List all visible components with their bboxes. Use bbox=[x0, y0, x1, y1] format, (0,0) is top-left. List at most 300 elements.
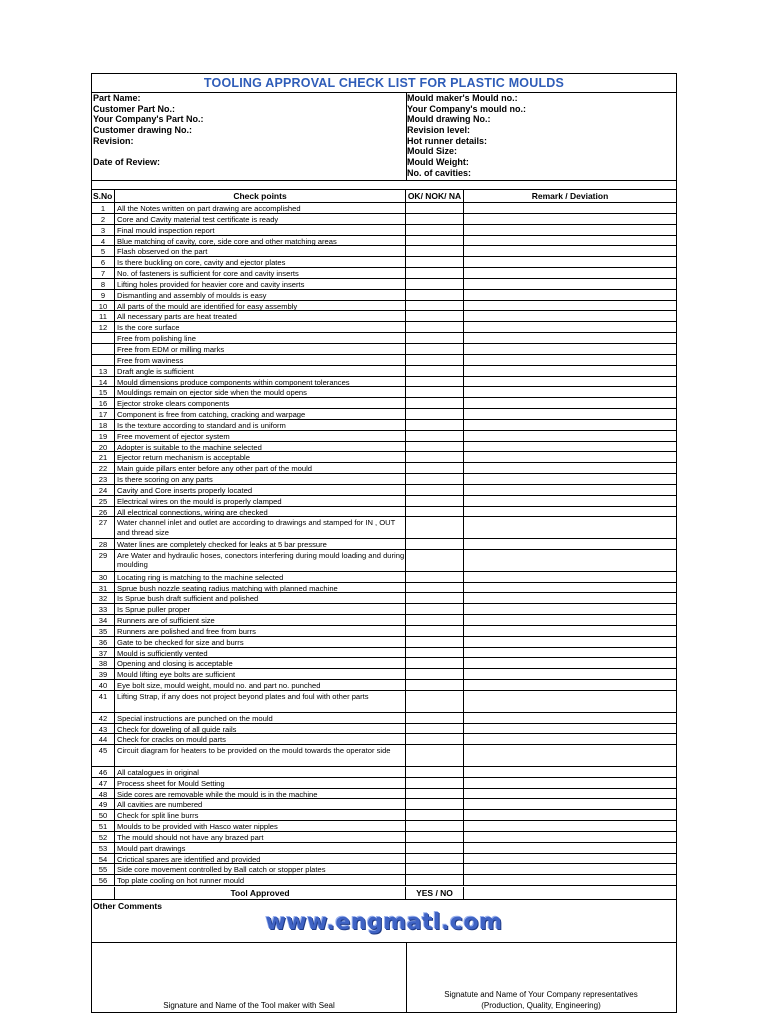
table-row bbox=[92, 691, 676, 713]
row-remark-cell[interactable] bbox=[464, 550, 676, 571]
row-number: 26 bbox=[92, 507, 115, 517]
row-status-cell[interactable] bbox=[406, 517, 464, 538]
table-row bbox=[92, 442, 676, 453]
row-remark-cell[interactable] bbox=[464, 539, 676, 549]
row-status-cell[interactable] bbox=[406, 355, 464, 365]
row-number: 36 bbox=[92, 637, 115, 647]
row-status-cell[interactable] bbox=[406, 279, 464, 289]
row-number: 15 bbox=[92, 387, 115, 397]
row-number: 25 bbox=[92, 496, 115, 506]
row-check-point: Water lines are completely checked for leaks at 5 bar pressure bbox=[115, 539, 406, 549]
row-status-cell[interactable] bbox=[406, 604, 464, 614]
row-number: 31 bbox=[92, 583, 115, 593]
signature-right-line-2: (Production, Quality, Engineering) bbox=[481, 1000, 601, 1010]
row-status-cell[interactable] bbox=[406, 366, 464, 376]
row-number: 35 bbox=[92, 626, 115, 636]
row-check-point: Is the core surface bbox=[115, 322, 406, 332]
row-status-cell[interactable] bbox=[406, 246, 464, 256]
row-number: 8 bbox=[92, 279, 115, 289]
approved-blank bbox=[92, 887, 115, 899]
row-status-cell[interactable] bbox=[406, 680, 464, 690]
table-row bbox=[92, 832, 676, 843]
table-row bbox=[92, 322, 676, 333]
header-field-left: Customer Part No.: bbox=[93, 103, 176, 114]
row-number: 52 bbox=[92, 832, 115, 842]
row-check-point: Is there buckling on core, cavity and ejector plates bbox=[115, 257, 406, 267]
table-row bbox=[92, 474, 676, 485]
row-status-cell[interactable] bbox=[406, 691, 464, 712]
row-status-cell[interactable] bbox=[406, 311, 464, 321]
row-remark-cell[interactable] bbox=[464, 669, 676, 679]
row-check-point: Opening and closing is acceptable bbox=[115, 658, 406, 668]
row-number: 48 bbox=[92, 789, 115, 799]
row-status-cell[interactable] bbox=[406, 333, 464, 343]
row-number: 17 bbox=[92, 409, 115, 419]
left-fields bbox=[92, 93, 407, 180]
row-check-point: Free from polishing line bbox=[115, 333, 406, 343]
other-comments-box[interactable] bbox=[92, 900, 676, 943]
row-number: 53 bbox=[92, 843, 115, 853]
table-row bbox=[92, 724, 676, 735]
header-field-left bbox=[92, 146, 406, 157]
row-remark-cell[interactable] bbox=[464, 420, 676, 430]
table-row bbox=[92, 431, 676, 442]
row-number: 33 bbox=[92, 604, 115, 614]
row-number: 1 bbox=[92, 203, 115, 213]
row-number: 28 bbox=[92, 539, 115, 549]
table-row bbox=[92, 713, 676, 724]
row-check-point: All electrical connections, wiring are checked bbox=[115, 507, 406, 517]
row-number: 24 bbox=[92, 485, 115, 495]
row-check-point: Lifting Strap, if any does not project beyond plates and foul with other parts bbox=[115, 691, 406, 712]
row-remark-cell[interactable] bbox=[464, 713, 676, 723]
row-remark-cell[interactable] bbox=[464, 377, 676, 387]
row-status-cell[interactable] bbox=[406, 474, 464, 484]
row-check-point: Check for doweling of all guide rails bbox=[115, 724, 406, 734]
row-number: 7 bbox=[92, 268, 115, 278]
row-status-cell[interactable] bbox=[406, 398, 464, 408]
table-row bbox=[92, 875, 676, 886]
row-check-point: Main guide pillars enter before any other part of the mould bbox=[115, 463, 406, 473]
table-row bbox=[92, 246, 676, 257]
row-remark-cell[interactable] bbox=[464, 463, 676, 473]
row-check-point: Mould dimensions produce components within component tolerances bbox=[115, 377, 406, 387]
checklist-sheet bbox=[91, 73, 677, 1013]
row-status-cell[interactable] bbox=[406, 322, 464, 332]
row-remark-cell[interactable] bbox=[464, 789, 676, 799]
row-status-cell[interactable] bbox=[406, 593, 464, 603]
row-status-cell[interactable] bbox=[406, 745, 464, 766]
row-status-cell[interactable] bbox=[406, 875, 464, 885]
row-number bbox=[92, 344, 115, 354]
row-check-point: Adopter is suitable to the machine selected bbox=[115, 442, 406, 452]
header-field-left: Part Name: bbox=[93, 93, 141, 103]
tool-approved-label: Tool Approved bbox=[115, 887, 406, 899]
row-remark-cell[interactable] bbox=[464, 452, 676, 462]
watermark-logo: www.engmatl.com bbox=[265, 909, 503, 935]
row-status-cell[interactable] bbox=[406, 789, 464, 799]
table-row bbox=[92, 311, 676, 322]
row-remark-cell[interactable] bbox=[464, 225, 676, 235]
row-remark-cell[interactable] bbox=[464, 832, 676, 842]
signature-left-label: Signature and Name of the Tool maker with Seal bbox=[163, 1000, 335, 1010]
row-check-point: Mould part drawings bbox=[115, 843, 406, 853]
row-remark-cell[interactable] bbox=[464, 322, 676, 332]
row-check-point: Flash observed on the part bbox=[115, 246, 406, 256]
row-status-cell[interactable] bbox=[406, 257, 464, 267]
row-remark-cell[interactable] bbox=[464, 691, 676, 712]
row-number: 29 bbox=[92, 550, 115, 571]
table-row bbox=[92, 821, 676, 832]
row-check-point: Is Sprue puller proper bbox=[115, 604, 406, 614]
row-remark-cell[interactable] bbox=[464, 214, 676, 224]
row-status-cell[interactable] bbox=[406, 832, 464, 842]
row-number: 23 bbox=[92, 474, 115, 484]
row-check-point: Runners are polished and free from burrs bbox=[115, 626, 406, 636]
row-remark-cell[interactable] bbox=[464, 236, 676, 246]
table-row bbox=[92, 496, 676, 507]
row-remark-cell[interactable] bbox=[464, 604, 676, 614]
row-check-point: Check for split line burrs bbox=[115, 810, 406, 820]
row-remark-cell[interactable] bbox=[464, 290, 676, 300]
row-number: 46 bbox=[92, 767, 115, 777]
row-remark-cell[interactable] bbox=[464, 572, 676, 582]
header-field-left: Revision: bbox=[93, 135, 134, 146]
row-number: 40 bbox=[92, 680, 115, 690]
row-number: 4 bbox=[92, 236, 115, 246]
row-status-cell[interactable] bbox=[406, 615, 464, 625]
row-check-point: Process sheet for Mould Setting bbox=[115, 778, 406, 788]
row-check-point: Special instructions are punched on the mould bbox=[115, 713, 406, 723]
row-remark-cell[interactable] bbox=[464, 301, 676, 311]
row-status-cell[interactable] bbox=[406, 442, 464, 452]
row-status-cell[interactable] bbox=[406, 713, 464, 723]
row-number: 34 bbox=[92, 615, 115, 625]
table-row bbox=[92, 225, 676, 236]
row-status-cell[interactable] bbox=[406, 669, 464, 679]
table-row bbox=[92, 778, 676, 789]
row-remark-cell[interactable] bbox=[464, 442, 676, 452]
table-row bbox=[92, 279, 676, 290]
row-remark-cell[interactable] bbox=[464, 311, 676, 321]
row-check-point: Water channel inlet and outlet are according to drawings and stamped for IN , OUT and thread size bbox=[115, 517, 406, 538]
row-status-cell[interactable] bbox=[406, 301, 464, 311]
header-field-right: Hot runner details: bbox=[407, 135, 488, 146]
row-remark-cell[interactable] bbox=[464, 821, 676, 831]
row-remark-cell[interactable] bbox=[464, 810, 676, 820]
tool-approved-row bbox=[92, 887, 676, 900]
table-row bbox=[92, 810, 676, 821]
row-remark-cell[interactable] bbox=[464, 344, 676, 354]
row-check-point: Dismantling and assembly of moulds is easy bbox=[115, 290, 406, 300]
row-status-cell[interactable] bbox=[406, 572, 464, 582]
header-field-right: Mould drawing No.: bbox=[407, 114, 491, 125]
row-status-cell[interactable] bbox=[406, 550, 464, 571]
row-check-point: Circuit diagram for heaters to be provided on the mould towards the operator side bbox=[115, 745, 406, 766]
table-row bbox=[92, 452, 676, 463]
row-remark-cell[interactable] bbox=[464, 203, 676, 213]
header-check-points: Check points bbox=[115, 190, 406, 203]
row-check-point: Free from waviness bbox=[115, 355, 406, 365]
row-remark-cell[interactable] bbox=[464, 333, 676, 343]
table-row bbox=[92, 290, 676, 301]
row-check-point: Locating ring is matching to the machine selected bbox=[115, 572, 406, 582]
row-remark-cell[interactable] bbox=[464, 626, 676, 636]
row-check-point: Side cores are removable while the mould is in the machine bbox=[115, 789, 406, 799]
row-number: 44 bbox=[92, 734, 115, 744]
row-remark-cell[interactable] bbox=[464, 799, 676, 809]
row-number: 38 bbox=[92, 658, 115, 668]
table-row bbox=[92, 583, 676, 594]
row-status-cell[interactable] bbox=[406, 420, 464, 430]
row-status-cell[interactable] bbox=[406, 452, 464, 462]
row-status-cell[interactable] bbox=[406, 843, 464, 853]
row-status-cell[interactable] bbox=[406, 290, 464, 300]
table-row bbox=[92, 593, 676, 604]
row-number: 22 bbox=[92, 463, 115, 473]
table-row bbox=[92, 767, 676, 778]
row-check-point: Crictical spares are identified and provided bbox=[115, 854, 406, 864]
row-remark-cell[interactable] bbox=[464, 615, 676, 625]
row-remark-cell[interactable] bbox=[464, 778, 676, 788]
row-remark-cell[interactable] bbox=[464, 366, 676, 376]
row-number: 49 bbox=[92, 799, 115, 809]
table-row bbox=[92, 539, 676, 550]
row-number: 11 bbox=[92, 311, 115, 321]
row-check-point: The mould should not have any brazed part bbox=[115, 832, 406, 842]
row-status-cell[interactable] bbox=[406, 810, 464, 820]
row-status-cell[interactable] bbox=[406, 637, 464, 647]
row-number: 47 bbox=[92, 778, 115, 788]
document-title: TOOLING APPROVAL CHECK LIST FOR PLASTIC MOULDS bbox=[92, 74, 676, 93]
row-remark-cell[interactable] bbox=[464, 485, 676, 495]
row-remark-cell[interactable] bbox=[464, 875, 676, 885]
table-row bbox=[92, 658, 676, 669]
table-row bbox=[92, 203, 676, 214]
table-row bbox=[92, 789, 676, 800]
row-remark-cell[interactable] bbox=[464, 246, 676, 256]
row-check-point: Is there scoring on any parts bbox=[115, 474, 406, 484]
header-field-right: Mould Weight: bbox=[407, 157, 469, 168]
row-remark-cell[interactable] bbox=[464, 257, 676, 267]
table-row bbox=[92, 333, 676, 344]
row-check-point: No. of fasteners is sufficient for core and cavity inserts bbox=[115, 268, 406, 278]
row-status-cell[interactable] bbox=[406, 734, 464, 744]
row-status-cell[interactable] bbox=[406, 268, 464, 278]
row-remark-cell[interactable] bbox=[464, 431, 676, 441]
header-field-right: Mould maker's Mould no.: bbox=[407, 93, 518, 103]
signature-right-line-1: Signatute and Name of Your Company representatives bbox=[444, 989, 638, 999]
row-number: 21 bbox=[92, 452, 115, 462]
row-number: 2 bbox=[92, 214, 115, 224]
tool-approved-remark[interactable] bbox=[464, 887, 676, 899]
row-status-cell[interactable] bbox=[406, 864, 464, 874]
row-check-point: Top plate cooling on hot runner mould bbox=[115, 875, 406, 885]
table-row bbox=[92, 257, 676, 268]
table-row bbox=[92, 377, 676, 388]
row-check-point: Moulds to be provided with Hasco water nipples bbox=[115, 821, 406, 831]
table-row bbox=[92, 550, 676, 572]
row-remark-cell[interactable] bbox=[464, 593, 676, 603]
row-status-cell[interactable] bbox=[406, 214, 464, 224]
row-remark-cell[interactable] bbox=[464, 279, 676, 289]
row-number: 5 bbox=[92, 246, 115, 256]
row-status-cell[interactable] bbox=[406, 648, 464, 658]
table-row bbox=[92, 799, 676, 810]
row-number: 13 bbox=[92, 366, 115, 376]
row-status-cell[interactable] bbox=[406, 626, 464, 636]
header-info bbox=[92, 93, 676, 181]
table-row bbox=[92, 637, 676, 648]
row-check-point: Cavity and Core inserts properly located bbox=[115, 485, 406, 495]
row-remark-cell[interactable] bbox=[464, 268, 676, 278]
row-number: 10 bbox=[92, 301, 115, 311]
header-remark: Remark / Deviation bbox=[531, 191, 609, 201]
row-status-cell[interactable] bbox=[406, 778, 464, 788]
row-status-cell[interactable] bbox=[406, 854, 464, 864]
header-sno: S.No bbox=[92, 190, 115, 203]
table-row bbox=[92, 572, 676, 583]
row-check-point: All the Notes written on part drawing are accomplished bbox=[115, 203, 406, 213]
row-remark-cell[interactable] bbox=[464, 724, 676, 734]
row-number: 3 bbox=[92, 225, 115, 235]
row-number: 54 bbox=[92, 854, 115, 864]
row-status-cell[interactable] bbox=[406, 507, 464, 517]
row-status-cell[interactable] bbox=[406, 799, 464, 809]
row-status-cell[interactable] bbox=[406, 463, 464, 473]
table-row bbox=[92, 680, 676, 691]
table-row bbox=[92, 301, 676, 312]
row-status-cell[interactable] bbox=[406, 377, 464, 387]
row-status-cell[interactable] bbox=[406, 821, 464, 831]
header-field-left: Customer drawing No.: bbox=[93, 125, 193, 136]
row-number: 42 bbox=[92, 713, 115, 723]
row-status-cell[interactable] bbox=[406, 496, 464, 506]
row-check-point: Mould is sufficiently vented bbox=[115, 648, 406, 658]
row-check-point: Lifting holes provided for heavier core and cavity inserts bbox=[115, 279, 406, 289]
row-number: 20 bbox=[92, 442, 115, 452]
row-check-point: Electrical wires on the mould is properly clamped bbox=[115, 496, 406, 506]
table-row bbox=[92, 366, 676, 377]
row-remark-cell[interactable] bbox=[464, 745, 676, 766]
row-status-cell[interactable] bbox=[406, 485, 464, 495]
row-number: 37 bbox=[92, 648, 115, 658]
row-status-cell[interactable] bbox=[406, 203, 464, 213]
tool-approved-value[interactable]: YES / NO bbox=[406, 887, 464, 899]
row-check-point: Is Sprue bush draft sufficient and polished bbox=[115, 593, 406, 603]
row-number: 41 bbox=[92, 691, 115, 712]
table-row bbox=[92, 355, 676, 366]
row-status-cell[interactable] bbox=[406, 225, 464, 235]
row-status-cell[interactable] bbox=[406, 387, 464, 397]
row-remark-cell[interactable] bbox=[464, 517, 676, 538]
row-remark-cell[interactable] bbox=[464, 355, 676, 365]
row-check-point: Component is free from catching, cracking and warpage bbox=[115, 409, 406, 419]
header-field-right: Your Company's mould no.: bbox=[407, 103, 526, 114]
table-row bbox=[92, 214, 676, 225]
header-ok-nok-na: OK/ NOK/ NA bbox=[406, 190, 464, 203]
row-status-cell[interactable] bbox=[406, 583, 464, 593]
row-status-cell[interactable] bbox=[406, 767, 464, 777]
row-check-point: Blue matching of cavity, core, side core and other matching areas bbox=[115, 236, 406, 246]
checklist-rows bbox=[92, 203, 676, 886]
header-field-right: Mould Size: bbox=[407, 146, 457, 157]
table-row bbox=[92, 398, 676, 409]
row-remark-cell[interactable] bbox=[464, 843, 676, 853]
row-check-point: Free movement of ejector system bbox=[115, 431, 406, 441]
row-status-cell[interactable] bbox=[406, 344, 464, 354]
row-status-cell[interactable] bbox=[406, 724, 464, 734]
row-remark-cell[interactable] bbox=[464, 507, 676, 517]
table-row bbox=[92, 626, 676, 637]
row-check-point: Final mould inspection report bbox=[115, 225, 406, 235]
table-row bbox=[92, 507, 676, 518]
table-row bbox=[92, 669, 676, 680]
row-remark-cell[interactable] bbox=[464, 680, 676, 690]
signature-left-box[interactable] bbox=[92, 943, 407, 1012]
header-field-left: Your Company's Part No.: bbox=[93, 114, 204, 125]
table-row bbox=[92, 409, 676, 420]
row-number: 6 bbox=[92, 257, 115, 267]
row-remark-cell[interactable] bbox=[464, 496, 676, 506]
row-remark-cell[interactable] bbox=[464, 864, 676, 874]
row-remark-cell[interactable] bbox=[464, 658, 676, 668]
row-remark-cell[interactable] bbox=[464, 583, 676, 593]
row-status-cell[interactable] bbox=[406, 539, 464, 549]
table-row bbox=[92, 485, 676, 496]
row-number: 50 bbox=[92, 810, 115, 820]
row-check-point: Check for cracks on mould parts bbox=[115, 734, 406, 744]
table-row bbox=[92, 387, 676, 398]
table-row bbox=[92, 236, 676, 247]
row-status-cell[interactable] bbox=[406, 236, 464, 246]
table-row bbox=[92, 420, 676, 431]
header-field-right: Revision level: bbox=[407, 125, 471, 136]
row-number: 27 bbox=[92, 517, 115, 538]
row-remark-cell[interactable] bbox=[464, 767, 676, 777]
row-check-point: Eye bolt size, mould weight, mould no. and part no. punched bbox=[115, 680, 406, 690]
row-remark-cell[interactable] bbox=[464, 409, 676, 419]
row-check-point: Free from EDM or milling marks bbox=[115, 344, 406, 354]
row-check-point: Draft angle is sufficient bbox=[115, 366, 406, 376]
row-remark-cell[interactable] bbox=[464, 474, 676, 484]
row-remark-cell[interactable] bbox=[464, 387, 676, 397]
row-number bbox=[92, 333, 115, 343]
row-check-point: Ejector return mechanism is acceptable bbox=[115, 452, 406, 462]
row-number: 19 bbox=[92, 431, 115, 441]
row-number: 30 bbox=[92, 572, 115, 582]
row-status-cell[interactable] bbox=[406, 658, 464, 668]
table-row bbox=[92, 854, 676, 865]
row-number: 18 bbox=[92, 420, 115, 430]
row-check-point: All cavities are numbered bbox=[115, 799, 406, 809]
row-status-cell[interactable] bbox=[406, 409, 464, 419]
table-row bbox=[92, 745, 676, 767]
row-remark-cell[interactable] bbox=[464, 854, 676, 864]
table-row bbox=[92, 344, 676, 355]
row-status-cell[interactable] bbox=[406, 431, 464, 441]
row-check-point: Are Water and hydraulic hoses, conectors interfering during mould loading and during moulding bbox=[117, 551, 405, 570]
row-remark-cell[interactable] bbox=[464, 648, 676, 658]
row-remark-cell[interactable] bbox=[464, 637, 676, 647]
row-number: 9 bbox=[92, 290, 115, 300]
table-row bbox=[92, 734, 676, 745]
row-remark-cell[interactable] bbox=[464, 734, 676, 744]
other-comments-label: Other Comments bbox=[93, 900, 162, 911]
table-row bbox=[92, 604, 676, 615]
row-remark-cell[interactable] bbox=[464, 398, 676, 408]
signature-right-label bbox=[406, 989, 676, 1011]
